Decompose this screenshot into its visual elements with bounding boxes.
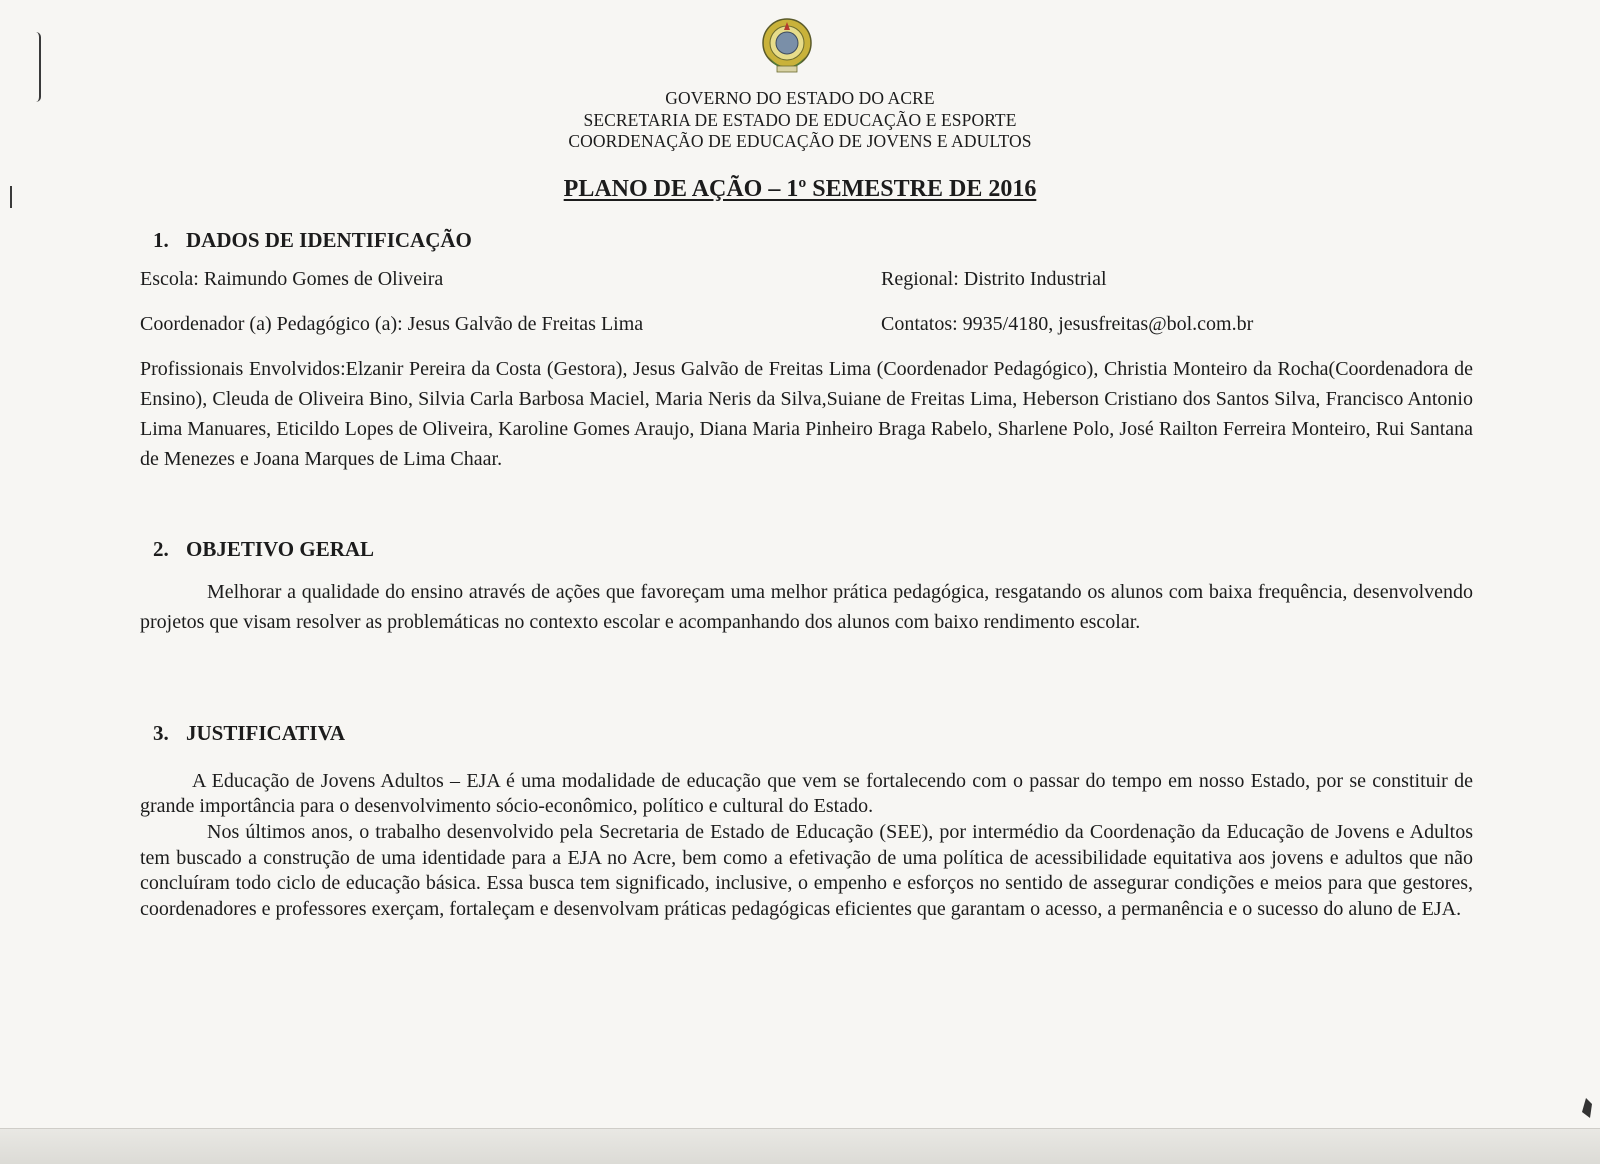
justification-paragraph-1: A Educação de Jovens Adultos – EJA é uma modalidade de educação que vem se fortalecendo com o passar do tempo em nosso Estado, por se constituir de grande importância para o desenvolvimento sócio-econômico, político e cultural do Estado. [140, 770, 1473, 817]
scan-bottom-edge [0, 1128, 1600, 1164]
section-number: 3. [153, 721, 169, 745]
objective-paragraph: Melhorar a qualidade do ensino através de ações que favoreçam uma melhor prática pedagógica, resgatando os alunos com baixa frequência, desenvolvendo projetos que visam resolver as problemáticas no contexto escolar e acompanhando dos alunos com baixo rendimento escolar. [140, 581, 1473, 633]
regional-field: Regional: Distrito Industrial [881, 268, 1107, 290]
header-line-secretariat: SECRETARIA DE ESTADO DE EDUCAÇÃO E ESPORTE [583, 109, 1017, 130]
contacts-field: Contatos: 9935/4180, jesusfreitas@bol.com.br [881, 313, 1254, 335]
document-title: PLANO DE AÇÃO – 1º SEMESTRE DE 2016 [563, 176, 1037, 202]
section-heading-identification [153, 228, 472, 253]
margin-pen-mark [36, 32, 41, 102]
header-line-government: GOVERNO DO ESTADO DO ACRE [665, 88, 935, 108]
section-heading-justification [153, 721, 345, 746]
header-line-coordination: COORDENAÇÃO DE EDUCAÇÃO DE JOVENS E ADULTOS [568, 131, 1032, 151]
coordinator-field: Coordenador (a) Pedagógico (a): Jesus Galvão de Freitas Lima [140, 313, 644, 335]
staple-mark [1582, 1098, 1592, 1118]
section-number: 1. [153, 228, 169, 252]
section-title: OBJETIVO GERAL [186, 537, 375, 561]
document-header [216, 88, 1384, 153]
section-title: JUSTIFICATIVA [186, 721, 346, 745]
school-field: Escola: Raimundo Gomes de Oliveira [140, 268, 444, 290]
section-heading-objective [153, 537, 374, 562]
section-title: DADOS DE IDENTIFICAÇÃO [186, 228, 472, 252]
state-coat-of-arms-icon [760, 16, 814, 78]
margin-pen-mark [10, 186, 16, 208]
professionals-paragraph: Profissionais Envolvidos:Elzanir Pereira da Costa (Gestora), Jesus Galvão de Freitas Lima (Coordenador Pedagógico), Christia Monteiro da Rocha(Coordenadora de Ensino), Cleuda de Oliveira Bino, Silvia Carla Barbosa Maciel, Maria Neris da Silva,Suiane de Freitas Lima, Heberson Cristiano dos Santos Silva, Francisco Antonio Lima Manuares, Eticildo Lopes de Oliveira, Karoline Gomes Araujo, Diana Maria Pinheiro Braga Rabelo, Sharlene Polo, José Railton Ferreira Monteiro, Rui Santana de Menezes e Joana Marques de Lima Chaar. [140, 358, 1473, 470]
justification-paragraph-2: Nos últimos anos, o trabalho desenvolvido pela Secretaria de Estado de Educação (SEE), por intermédio da Coordenação da Educação de Jovens e Adultos tem buscado a construção de uma identidade para a EJA no Acre, bem como a efetivação de uma política de acessibilidade equitativa aos jovens e adultos que não concluíram todo ciclo de educação básica. Essa busca tem significado, inclusive, o empenho e esforços no sentido de assegurar condições e meios para que gestores, coordenadores e professores exerçam, fortaleçam e desenvolvam práticas pedagógicas eficientes que garantam o acesso, a permanência e o sucesso do aluno de EJA. [140, 821, 1473, 920]
section-number: 2. [153, 537, 169, 561]
